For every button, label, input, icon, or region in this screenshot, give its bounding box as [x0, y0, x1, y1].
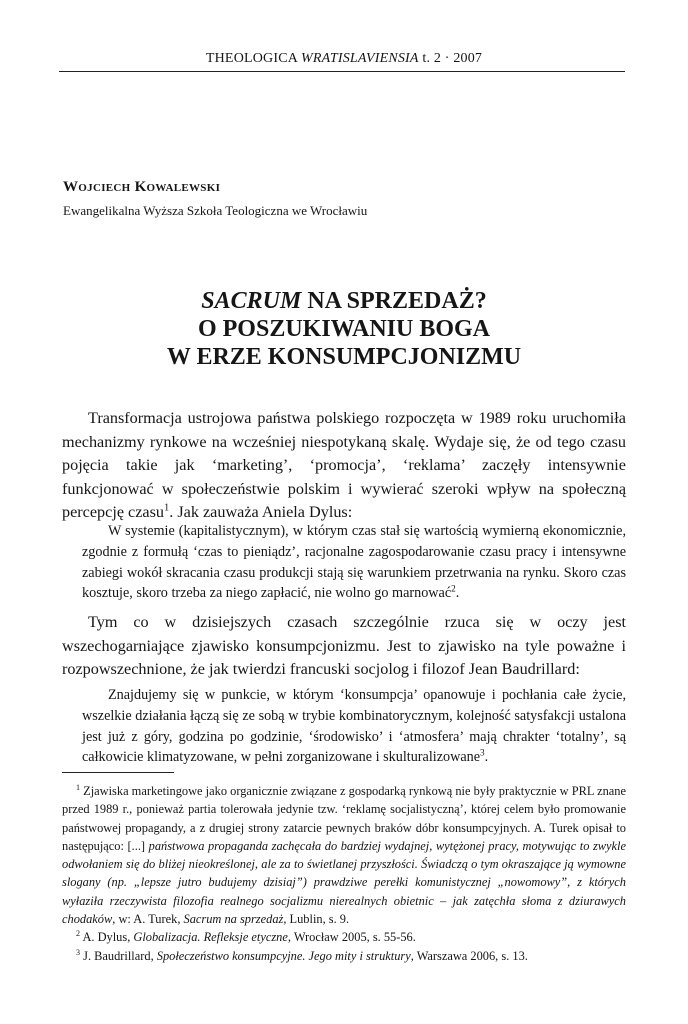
paragraph-1-text: Transformacja ustrojowa państwa polskiego rozpoczęta w 1989 roku uruchomiła mechanizmy rynkowe na wcześniej niespotykaną skalę. Wydaje się, że od tego czasu pojęcia takie jak ‘marketing’, ‘promocja’, ‘reklama’ zaczęły intensywnie funkcjonować w społeczeństwie polskim i wywierać szeroki wpływ na społeczną percepcję czasu [62, 409, 626, 521]
footnote-mark: 2 [76, 929, 81, 939]
header-rule [59, 71, 625, 72]
title-line-3: W ERZE KONSUMPCJONIZMU [166, 344, 522, 370]
footnote-book-title: Społeczeństwo konsumpcyjne. Jego mity i struktury [156, 948, 411, 963]
title-line-1 [60, 287, 628, 315]
author-name: Wojciech Kowalewski [63, 179, 221, 195]
paragraph-1-end: . Jak zauważa Aniela Dylus: [169, 503, 353, 521]
footnote-text: , w: A. Turek, [112, 912, 184, 927]
footnote-ref-3: 3 [480, 747, 485, 758]
title-line-1-rest: NA SPRZEDAŻ? [301, 288, 487, 314]
footnote-quote-italic: państwowa propaganda zachęcała do bardziej wydajnej, wytężonej pracy, motywując to zwykle odwołaniem się do bliżej nieokreślonej, ale za to świetlanej przyszłości. Świadczą o tym okraszające ją wymowne slogany (np. „lepsze jutro budujemy dzisiaj”) prawdziwe perełki komunistycznej „nowomowy”, z których wyłaziła rzeczywista filozofia realnego socjalizmu nierealnych obietnic – jak zatęchła słoma z dziurawych chodaków [62, 838, 626, 927]
footnote-3 [62, 947, 626, 965]
quote-1-text: W systemie (kapitalistycznym), w którym czas stał się wartością wymierną ekonomicznie, zgodnie z formułą ‘czas to pieniądz’, racjonalne zagospodarowanie czasu pracy i intensywne zabiegi wokół skracania czasu produkcji stają się warunkiem przetrwania na rynku. Skoro czas kosztuje, skoro trzeba za niego zapłacić, nie wolno go marnować [82, 523, 626, 602]
paragraph-1 [62, 407, 626, 525]
title-line-2: O POSZUKIWANIU BOGA [197, 316, 491, 342]
footnote-book-title: Sacrum na sprzedaż [183, 912, 284, 927]
footnote-text: Zjawiska marketingowe jako organicznie związane z gospodarką rynkową nie były praktycznie w PRL znane przed 1989 r., ponieważ partia tolerowała jedynie tzw. ‘reklamę socjalistyczną’, której celem było promowanie państwowej propagandy, a z drugiej strony zatarcie pewnych braków dóbr konsumpcyjnych. A. Turek opisał to następująco: [...] [62, 784, 626, 853]
footnote-2 [62, 928, 626, 946]
footnote-text: , Wrocław 2005, s. 55-56. [287, 930, 416, 945]
running-header [60, 51, 628, 67]
block-quote-1 [82, 521, 626, 604]
footnote-text: A. Dylus, [80, 930, 134, 945]
footnote-mark: 3 [76, 947, 81, 957]
footnote-text: J. Baudrillard, [80, 948, 157, 963]
quote-2-end: . [484, 749, 489, 766]
journal-name-italic: WRATISLAVIENSIA [301, 51, 419, 66]
paragraph-2: Tym co w dzisiejszych czasach szczególnie rzuca się w oczy jest wszechogarniające zjawisko konsumpcjonizmu. Jest to zjawisko na tyle poważne i rozpowszechnione, że jak twierdzi francuski socjolog i filozof Jean Baudrillard: [62, 613, 626, 678]
author-affiliation: Ewangelikalna Wyższa Szkoła Teologiczna we Wrocławiu [63, 203, 368, 218]
footnote-rule [62, 772, 174, 773]
journal-name: THEOLOGICA [205, 51, 302, 66]
footnote-book-title: Globalizacja. Refleksje etyczne [133, 930, 288, 945]
title-sacrum: SACRUM [201, 288, 302, 314]
footnote-text: , Lublin, s. 9. [283, 912, 350, 927]
footnote-1 [62, 782, 626, 928]
footnotes [62, 782, 626, 965]
quote-2-text: Znajdujemy się w punkcie, w którym ‘konsumpcja’ opanowuje i pochłania całe życie, wszelkie działania łączą się ze sobą w trybie kombinatorycznym, kolejność satysfakcji ustalona jest już z góry, godzina po godzinie, ‘środowisko’ i ‘atmosfera’ mają chrakter ‘totalny’, są całkowicie klimatyzowane, w pełni zorganizowane i skulturalizowane [82, 687, 626, 766]
article-title [60, 287, 628, 371]
footnote-ref-2: 2 [451, 583, 456, 594]
block-quote-2 [82, 685, 626, 768]
journal-volume: t. 2 · 2007 [418, 51, 483, 66]
footnote-mark: 1 [76, 782, 81, 792]
footnote-text: , Warszawa 2006, s. 13. [410, 948, 528, 963]
quote-1-end: . [455, 585, 460, 602]
footnote-ref-1: 1 [164, 502, 170, 514]
